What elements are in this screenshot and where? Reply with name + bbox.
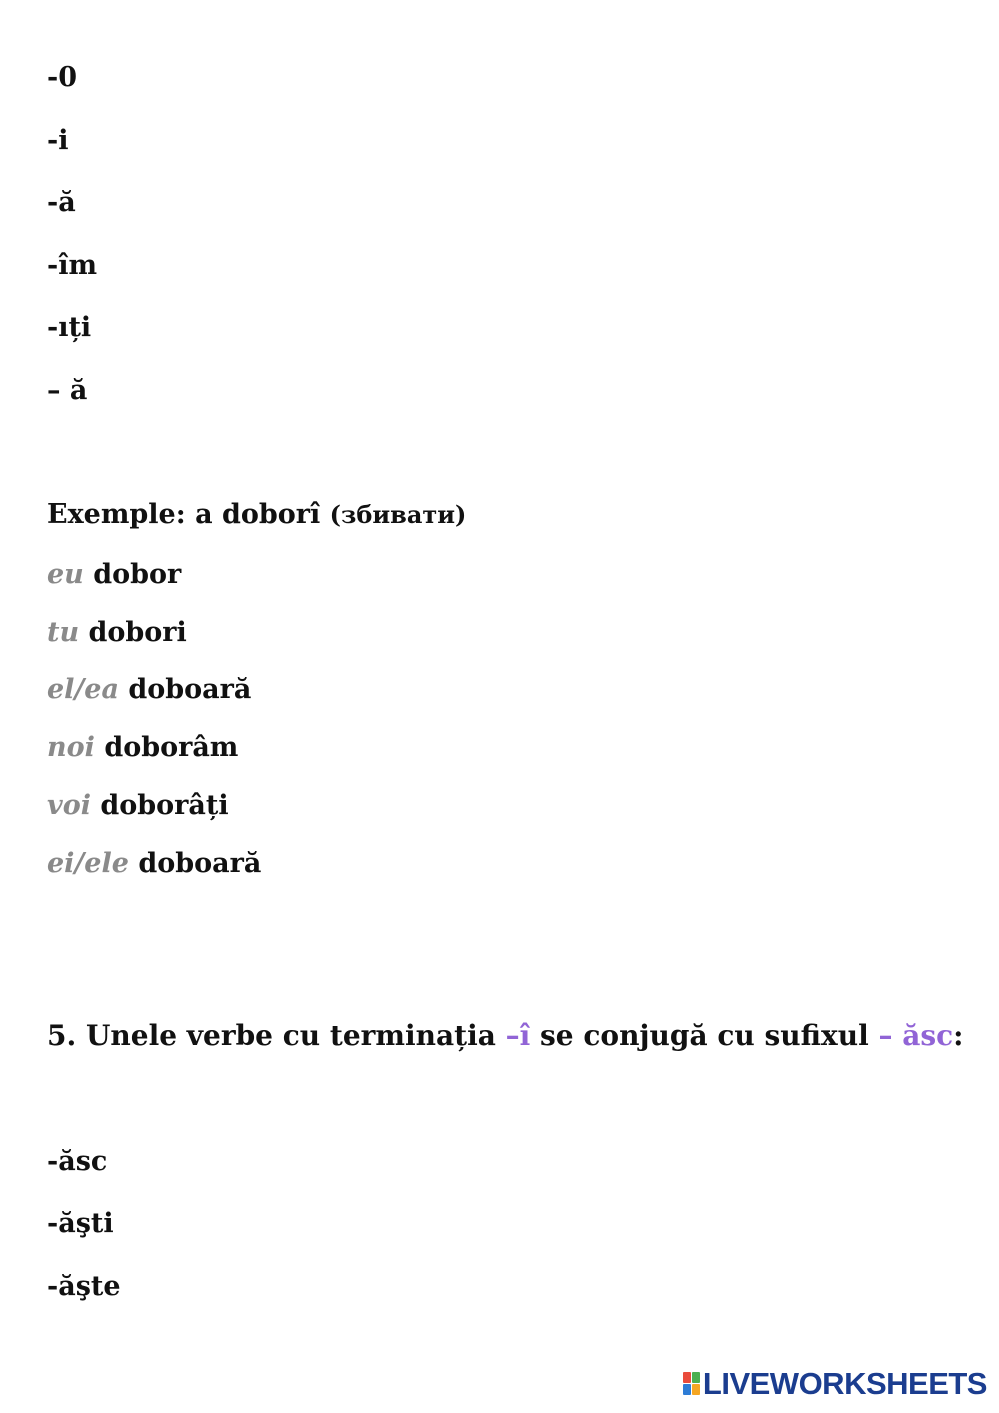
verb-form: dobor xyxy=(93,559,182,590)
verb-form: doborâm xyxy=(104,732,239,763)
pronoun: tu xyxy=(47,617,80,648)
conjugation-row xyxy=(47,734,238,761)
example-title-prefix: Exemple: a dobor xyxy=(47,499,310,530)
logo-mark-icon xyxy=(683,1372,700,1395)
rule-5-accent-ending: –î xyxy=(505,1019,531,1052)
ending-3: -ă xyxy=(47,187,76,218)
conjugation-row xyxy=(47,792,229,819)
pronoun: voi xyxy=(47,790,91,821)
ending-5: -ıți xyxy=(47,312,92,343)
conjugation-row xyxy=(47,850,261,877)
verb-form: doborâți xyxy=(100,790,229,821)
liveworksheets-logo[interactable] xyxy=(683,1368,987,1399)
ending-1: -0 xyxy=(47,62,77,93)
conjugation-row xyxy=(47,619,187,646)
rule-5-text-3: : xyxy=(953,1019,964,1052)
ending-2: -i xyxy=(47,125,69,156)
verb-form: doboară xyxy=(138,848,262,879)
rule-5-text-2: se conjugă cu sufixul xyxy=(530,1019,879,1052)
example-title xyxy=(47,501,466,528)
verb-form: doboară xyxy=(128,674,252,705)
conjugation-row xyxy=(47,676,251,703)
pronoun: ei/ele xyxy=(47,848,129,879)
example-title-accent: î xyxy=(310,499,321,530)
verb-form: dobori xyxy=(88,617,187,648)
rule-5-heading xyxy=(47,1019,964,1052)
conjugation-row xyxy=(47,561,181,588)
pronoun: eu xyxy=(47,559,84,590)
suffix-ending-3: -ăşte xyxy=(47,1271,121,1302)
pronoun: noi xyxy=(47,732,95,763)
ending-4: -îm xyxy=(47,250,98,281)
suffix-ending-2: -ăşti xyxy=(47,1208,114,1239)
rule-5-text-1: 5. Unele verbe cu terminația xyxy=(47,1019,506,1052)
logo-text: LIVEWORKSHEETS xyxy=(702,1366,987,1401)
suffix-ending-1: -ăsc xyxy=(47,1146,108,1177)
example-title-translation: (збивати) xyxy=(329,500,467,529)
rule-5-accent-suffix: – ăsc xyxy=(878,1019,954,1052)
pronoun: el/ea xyxy=(47,674,119,705)
ending-6: – ă xyxy=(47,375,88,406)
